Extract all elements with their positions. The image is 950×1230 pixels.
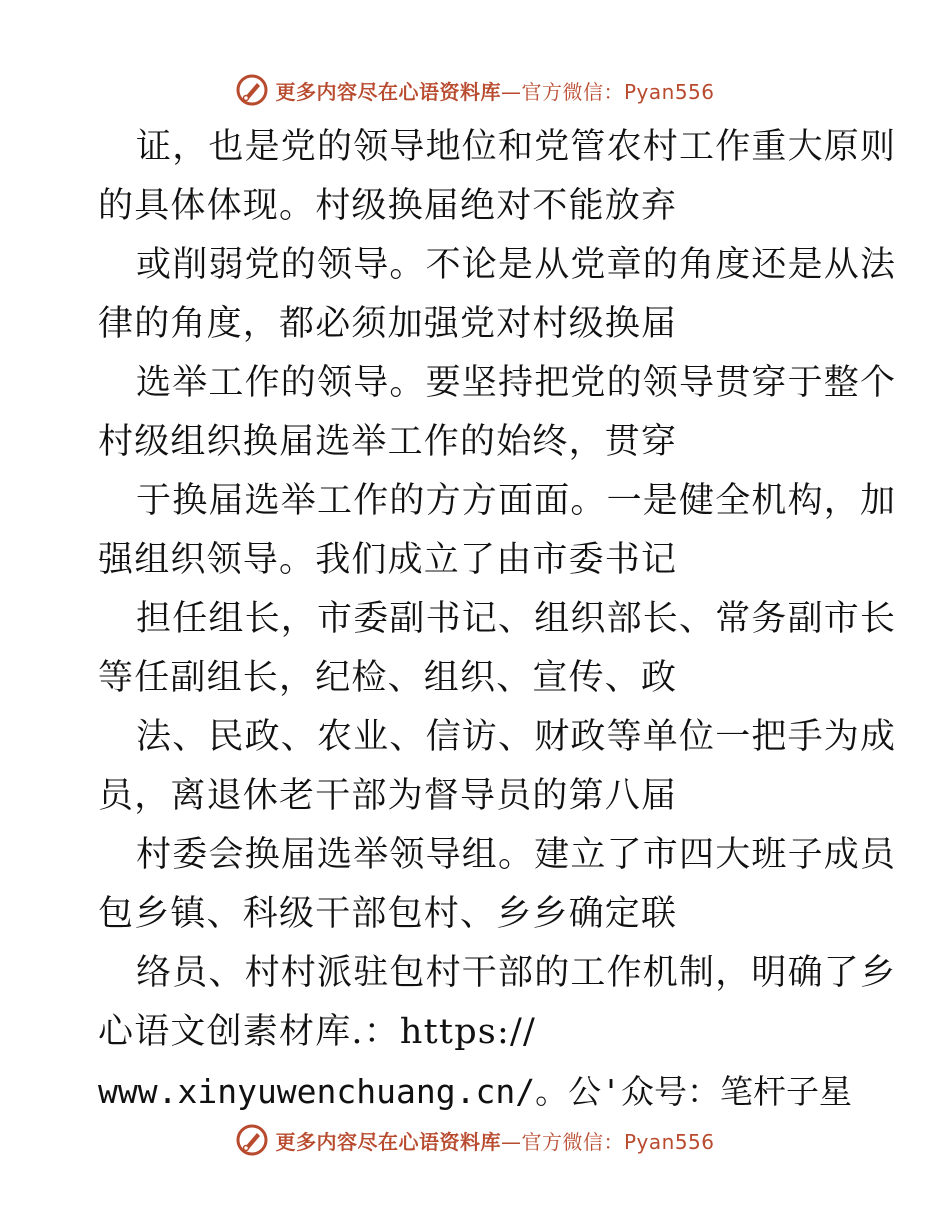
- body-line: 的具体体现。村级换届绝对不能放弃: [98, 186, 678, 226]
- header-main-text: 更多内容尽在心语资料库: [275, 79, 501, 104]
- footer-wechat-id: Pyan556: [623, 1129, 715, 1154]
- body-line: 心语文创素材库.：https://: [98, 1012, 536, 1052]
- body-line: 村委会换届选举领导组。建立了市四大班子成员: [136, 835, 897, 875]
- body-line: 证，也是党的领导地位和党管农村工作重大原则: [136, 127, 897, 167]
- body-line: 村级组织换届选举工作的始终，贯穿: [98, 422, 678, 462]
- footer-banner: [0, 1120, 950, 1160]
- body-line: 担任组长，市委副书记、组织部长、常务副市长: [136, 599, 897, 639]
- body-line: 包乡镇、科级干部包村、乡乡确定联: [98, 894, 678, 934]
- body-line: 法、民政、农业、信访、财政等单位一把手为成: [136, 717, 897, 757]
- header-banner: [0, 70, 950, 110]
- footer-text: [275, 1126, 714, 1155]
- body-line: 强组织领导。我们成立了由市委书记: [98, 540, 678, 580]
- footer-dash: —: [500, 1129, 522, 1154]
- pen-nib-seal-icon: [235, 73, 269, 107]
- body-line: 选举工作的领导。要坚持把党的领导贯穿于整个: [136, 363, 897, 403]
- document-body: [98, 118, 897, 1121]
- header-text: [275, 76, 714, 105]
- body-line: 或削弱党的领导。不论是从党章的角度还是从法: [136, 245, 897, 285]
- header-wechat-id: Pyan556: [623, 79, 715, 104]
- body-line: www.xinyuwenchuang.cn/。公'众号：笔杆子星: [98, 1072, 852, 1111]
- footer-wechat-label: 官方微信：: [521, 1129, 624, 1154]
- body-line: 于换届选举工作的方方面面。一是健全机构，加: [136, 481, 897, 521]
- header-dash: —: [500, 79, 522, 104]
- header-wechat-label: 官方微信：: [521, 79, 624, 104]
- body-line: 等任副组长，纪检、组织、宣传、政: [98, 658, 678, 698]
- footer-main-text: 更多内容尽在心语资料库: [275, 1129, 501, 1154]
- body-line: 律的角度，都必须加强党对村级换届: [98, 304, 678, 344]
- body-line: 络员、村村派驻包村干部的工作机制，明确了乡: [136, 953, 897, 993]
- pen-nib-seal-icon: [235, 1123, 269, 1157]
- body-line: 员，离退休老干部为督导员的第八届: [98, 776, 678, 816]
